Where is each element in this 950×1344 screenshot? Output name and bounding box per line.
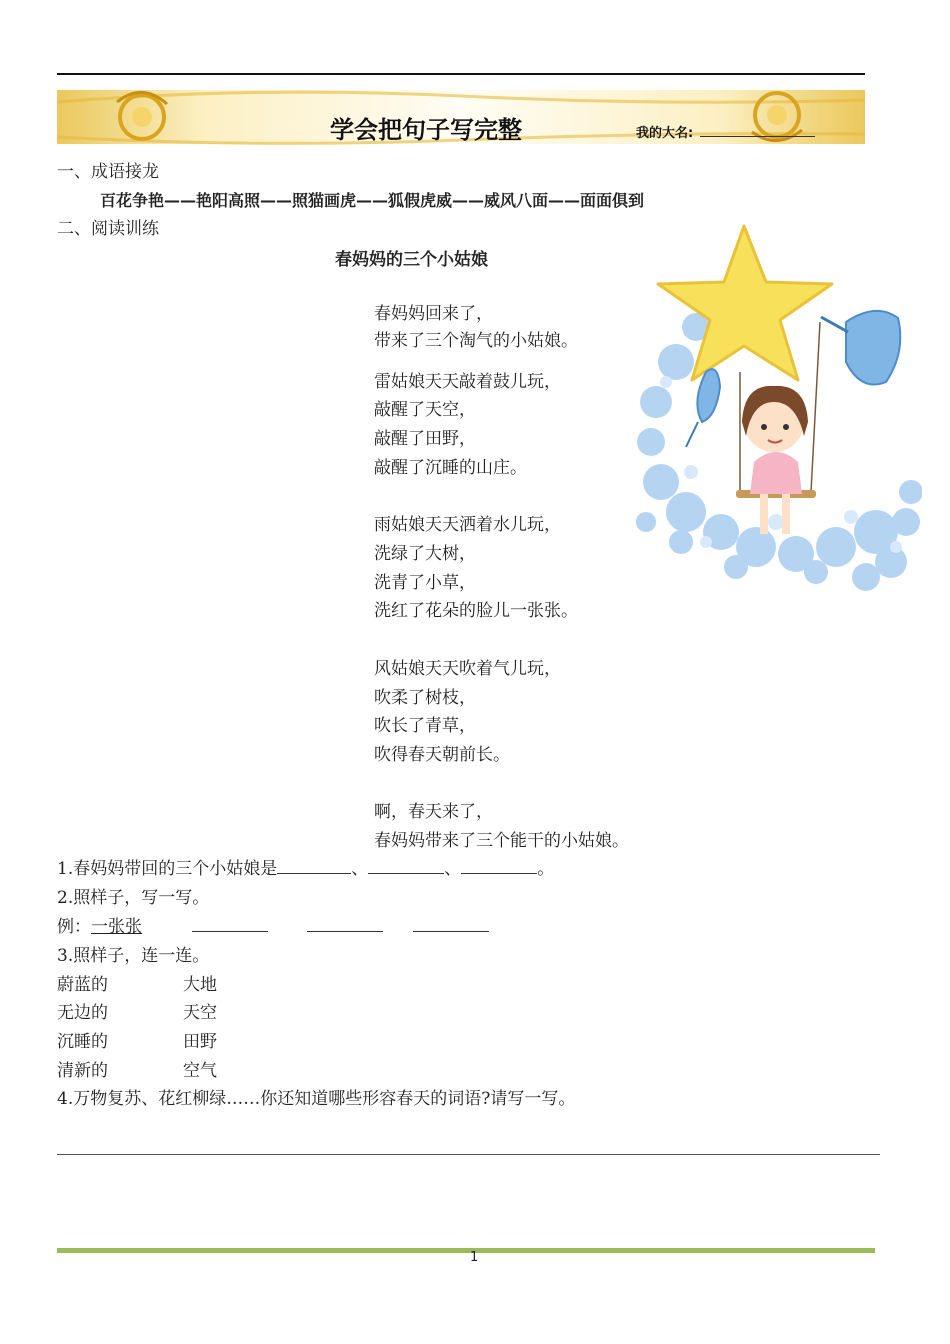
- answer-blank[interactable]: [277, 859, 351, 874]
- question-2-example: [57, 915, 142, 939]
- poem-line: 啊，春天来了，: [374, 802, 493, 822]
- answer-blank[interactable]: [307, 917, 383, 932]
- separator: 、: [444, 859, 462, 879]
- question-1: [57, 857, 554, 881]
- match-right-item[interactable]: 大地: [183, 975, 217, 995]
- example-word: 一张张: [91, 917, 142, 937]
- match-right-item[interactable]: 天空: [183, 1003, 217, 1023]
- answer-blank[interactable]: [192, 917, 268, 932]
- answer-blank[interactable]: [368, 859, 444, 874]
- answer-blank[interactable]: [461, 859, 537, 874]
- poem-line: 风姑娘天天吹着气儿玩，: [374, 659, 561, 679]
- question-2-text: 2.照样子，写一写。: [57, 888, 210, 908]
- poem-line: 春妈妈回来了，: [374, 304, 493, 324]
- poem-line: 带来了三个淘气的小姑娘。: [374, 331, 578, 351]
- period: 。: [537, 859, 555, 879]
- idiom-chain: 百花争艳——艳阳高照——照猫画虎——狐假虎威——威风八面——面面俱到: [100, 191, 645, 210]
- poem-line: 吹得春天朝前长。: [374, 745, 510, 765]
- girl-on-swing-illustration: [636, 222, 922, 604]
- name-label: 我的大名:: [636, 126, 694, 141]
- question-1-text: 1.春妈妈带回的三个小姑娘是: [57, 859, 278, 879]
- page-number: 1: [470, 1250, 479, 1265]
- example-label: 例：: [57, 917, 91, 937]
- match-left-item[interactable]: 蔚蓝的: [57, 975, 108, 995]
- poem-line: 雨姑娘天天洒着水儿玩，: [374, 515, 561, 535]
- match-left-item[interactable]: 无边的: [57, 1003, 108, 1023]
- poem-line: 洗青了小草，: [374, 573, 476, 593]
- blue-flower-icon: [821, 311, 900, 385]
- match-left-item[interactable]: 清新的: [57, 1061, 108, 1081]
- answer-blank[interactable]: [413, 917, 489, 932]
- poem-line: 吹柔了树枝，: [374, 688, 476, 708]
- poem-line: 敲醒了沉睡的山庄。: [374, 458, 527, 478]
- question-3-text: 3.照样子，连一连。: [57, 946, 210, 966]
- poem-line: 吹长了青草，: [374, 716, 476, 736]
- poem-line: 洗绿了大树，: [374, 544, 476, 564]
- page-title: 学会把句子写完整: [330, 116, 522, 144]
- separator: 、: [351, 859, 369, 879]
- section2-heading: 二、阅读训练: [57, 219, 159, 239]
- poem-line: 敲醒了田野，: [374, 429, 476, 449]
- section1-heading: 一、成语接龙: [57, 162, 159, 182]
- poem-line: 洗红了花朵的脸儿一张张。: [374, 601, 578, 621]
- top-rule: [57, 73, 865, 75]
- poem-line: 春妈妈带来了三个能干的小姑娘。: [374, 831, 629, 851]
- poem-line: 雷姑娘天天敲着鼓儿玩，: [374, 372, 561, 392]
- footer-rule: [57, 1248, 875, 1253]
- girl-figure: [742, 386, 808, 534]
- match-right-item[interactable]: 田野: [183, 1032, 217, 1052]
- name-field[interactable]: [700, 136, 815, 137]
- match-right-item[interactable]: 空气: [183, 1061, 217, 1081]
- poem-title: 春妈妈的三个小姑娘: [335, 250, 488, 270]
- match-left-item[interactable]: 沉睡的: [57, 1032, 108, 1052]
- question-4-text: 4.万物复苏、花红柳绿……你还知道哪些形容春天的词语?请写一写。: [57, 1089, 576, 1109]
- answer-line[interactable]: [57, 1154, 880, 1155]
- poem-line: 敲醒了天空，: [374, 400, 476, 420]
